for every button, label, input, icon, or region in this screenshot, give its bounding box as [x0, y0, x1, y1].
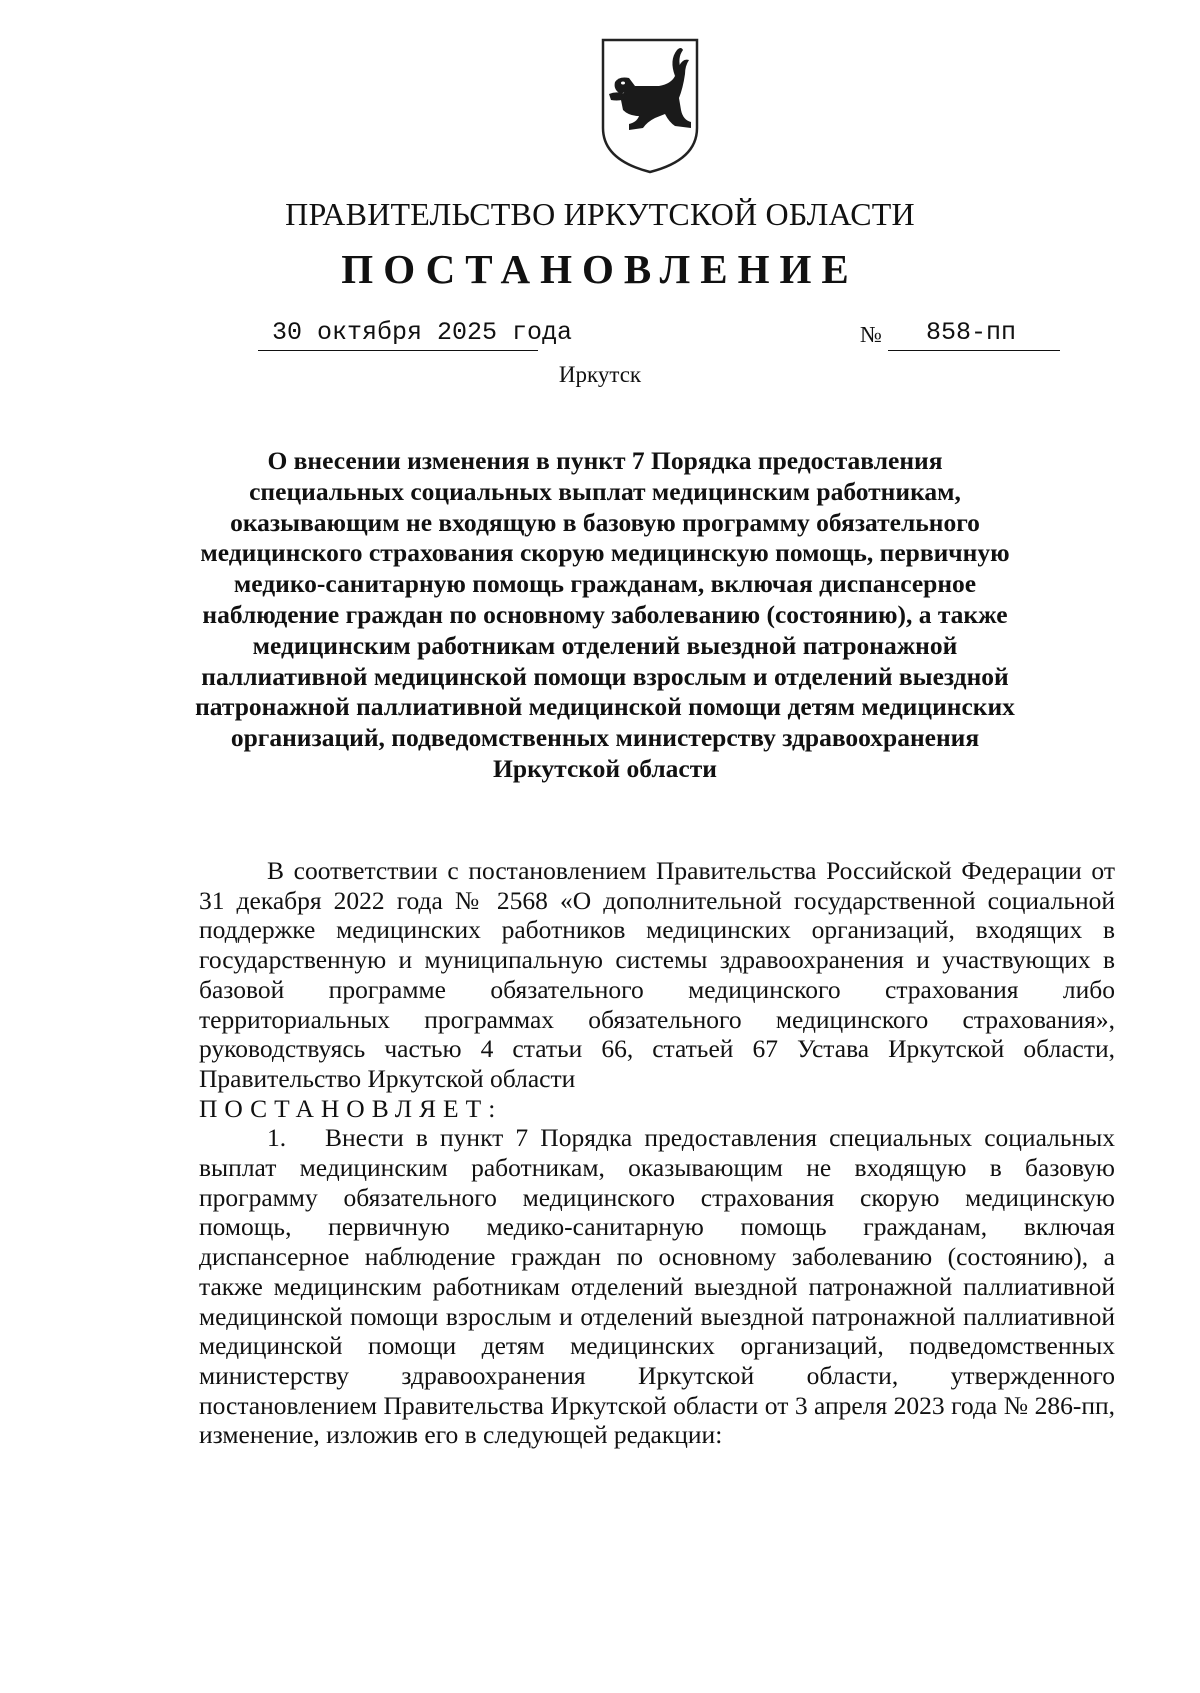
document-number: 858-пп	[926, 318, 1017, 347]
resolves-heading: ПОСТАНОВЛЯЕТ:	[199, 1093, 503, 1123]
subject-line: медицинским работникам отделений выездной патронажной	[252, 630, 958, 660]
government-heading: ПРАВИТЕЛЬСТВО ИРКУТСКОЙ ОБЛАСТИ	[285, 196, 915, 232]
subject-line: медицинского страхования скорую медицинскую помощь, первичную	[200, 538, 1010, 568]
subject-line: специальных социальных выплат медицинским работникам,	[249, 476, 961, 506]
document-type-title: ПОСТАНОВЛЕНИЕ	[341, 246, 859, 292]
coat-of-arms-emblem	[599, 36, 701, 176]
subject-line: оказывающим не входящую в базовую программу обязательного	[230, 507, 980, 537]
document-city: Иркутск	[558, 362, 642, 387]
subject-line: Иркутской области	[493, 753, 717, 783]
item-1-paragraph	[199, 1123, 1115, 1450]
document-date: 30 октября 2025 года	[272, 318, 573, 347]
subject-line: медико-санитарную помощь гражданам, включая диспансерное	[233, 569, 977, 599]
item-1-number: 1.	[267, 1123, 287, 1153]
subject-line: О внесении изменения в пункт 7 Порядка предоставления	[267, 446, 943, 475]
document-body	[199, 856, 1115, 1450]
item-1-text: Внести в пункт 7 Порядка предоставления специальных социальных выплат медицинским работникам, оказывающим не входящую в базовую программу обязательного медицинского страхования скорую медицинскую помощь, первичную медико-санитарную помощь гражданам, включая диспансерное наблюдение граждан по основному заболеванию (состоянию), а также медицинским работникам отделений выездной патронажной паллиативной медицинской помощи взрослым и отделений выездной патронажной паллиативной медицинской помощи детям медицинских организаций, подведомственных министерству здравоохранения Иркутской области, утвержденного постановлением Правительства Иркутской области от 3 апреля 2023 года № 286-пп, изменение, изложив его в следующей редакции:	[199, 1123, 1115, 1450]
subject-line: наблюдение граждан по основному заболеванию (состоянию), а также	[202, 599, 1008, 629]
subject-line: патронажной паллиативной медицинской помощи детям медицинских	[195, 692, 1015, 722]
subject-line: организаций, подведомственных министерству здравоохранения	[230, 723, 980, 753]
subject-line: паллиативной медицинской помощи взрослым и отделений выездной	[201, 661, 1009, 691]
preamble-paragraph: В соответствии с постановлением Правительства Российской Федерации от 31 декабря 2022 года № 2568 «О дополнительной государственной социальной поддержке медицинских работников медицинских организаций, входящих в государственную и муниципальную системы здравоохранения и участвующих в базовой программе обязательного медицинского страхования либо территориальных программах обязательного медицинского страхования», руководствуясь частью 4 статьи 66, статьей 67 Устава Иркутской области, Правительство Иркутской области	[199, 856, 1115, 1093]
document-subject	[190, 446, 1020, 785]
number-label: №	[860, 322, 882, 347]
